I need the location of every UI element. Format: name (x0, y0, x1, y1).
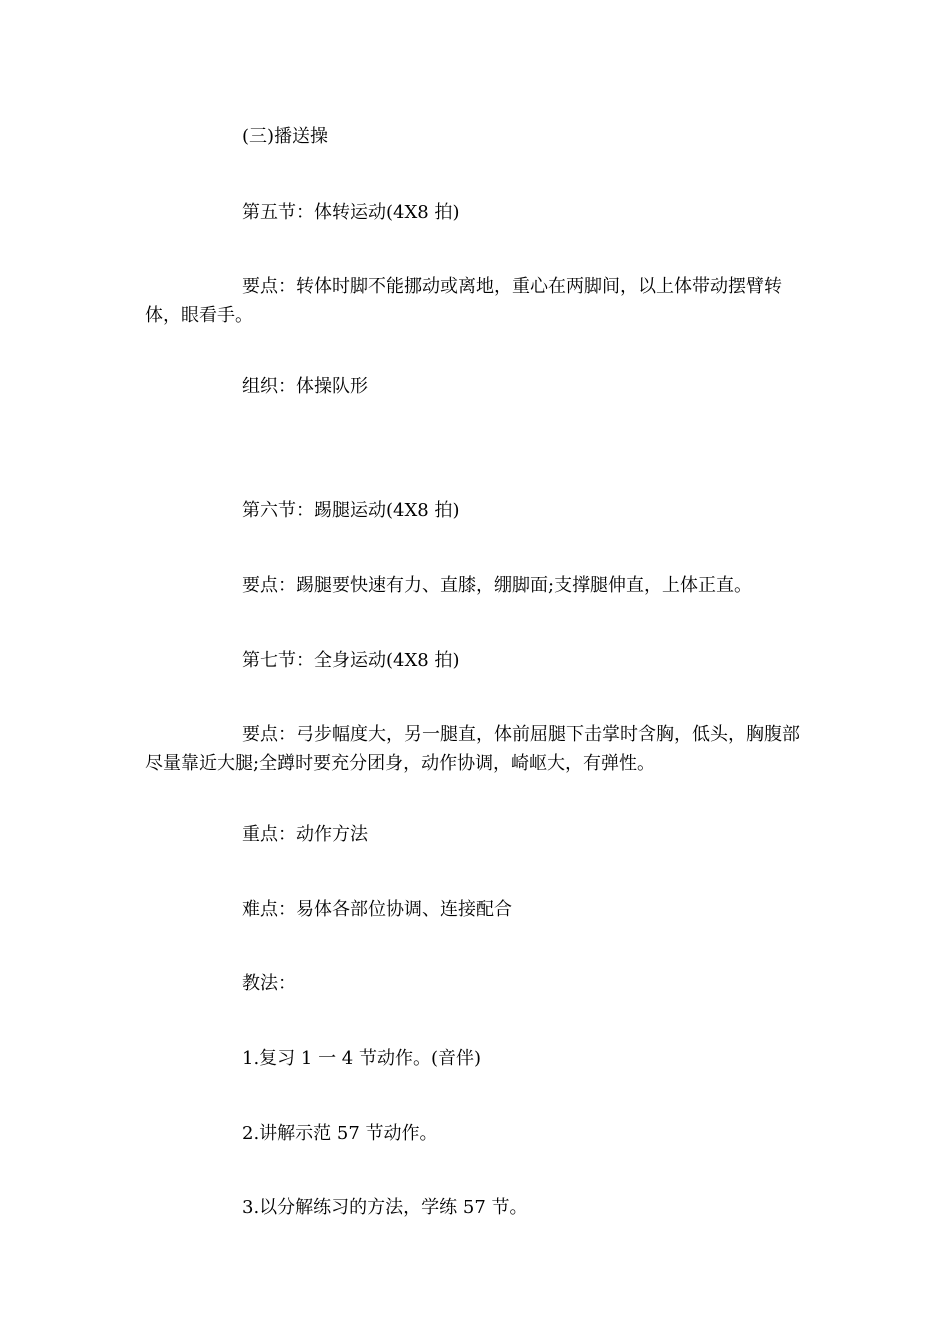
focus-point: 重点：动作方法 (242, 824, 368, 845)
method-step-2: 2.讲解示范 57 节动作。 (242, 1123, 438, 1144)
section-five-title: 第五节：体转运动(4X8 拍) (242, 202, 460, 223)
method-step-3: 3.以分解练习的方法，学练 57 节。 (242, 1197, 528, 1218)
section-six-title: 第六节：踢腿运动(4X8 拍) (242, 500, 460, 521)
organization-line: 组织：体操队形 (242, 376, 368, 397)
method-step-1: 1.复习 1 一 4 节动作。(音伴) (242, 1048, 482, 1069)
difficulty-point: 难点：易体各部位协调、连接配合 (242, 899, 512, 920)
section-six-key-points: 要点：踢腿要快速有力、直膝，绷脚面;支撑腿伸直，上体正直。 (242, 575, 753, 596)
section-five-key-points: 要点：转体时脚不能挪动或离地，重心在两脚间，以上体带动摆臂转体，眼看手。 (145, 276, 782, 326)
section-heading: (三)播送操 (242, 126, 329, 147)
section-seven-title: 第七节：全身运动(4X8 拍) (242, 650, 460, 671)
section-seven-key-points: 要点：弓步幅度大，另一腿直，体前屈腿下击掌时含胸，低头，胸腹部尽量靠近大腿;全蹲时要充分团身，动作协调，崎岖大，有弹性。 (145, 724, 800, 774)
teaching-method-heading: 教法： (242, 973, 296, 994)
